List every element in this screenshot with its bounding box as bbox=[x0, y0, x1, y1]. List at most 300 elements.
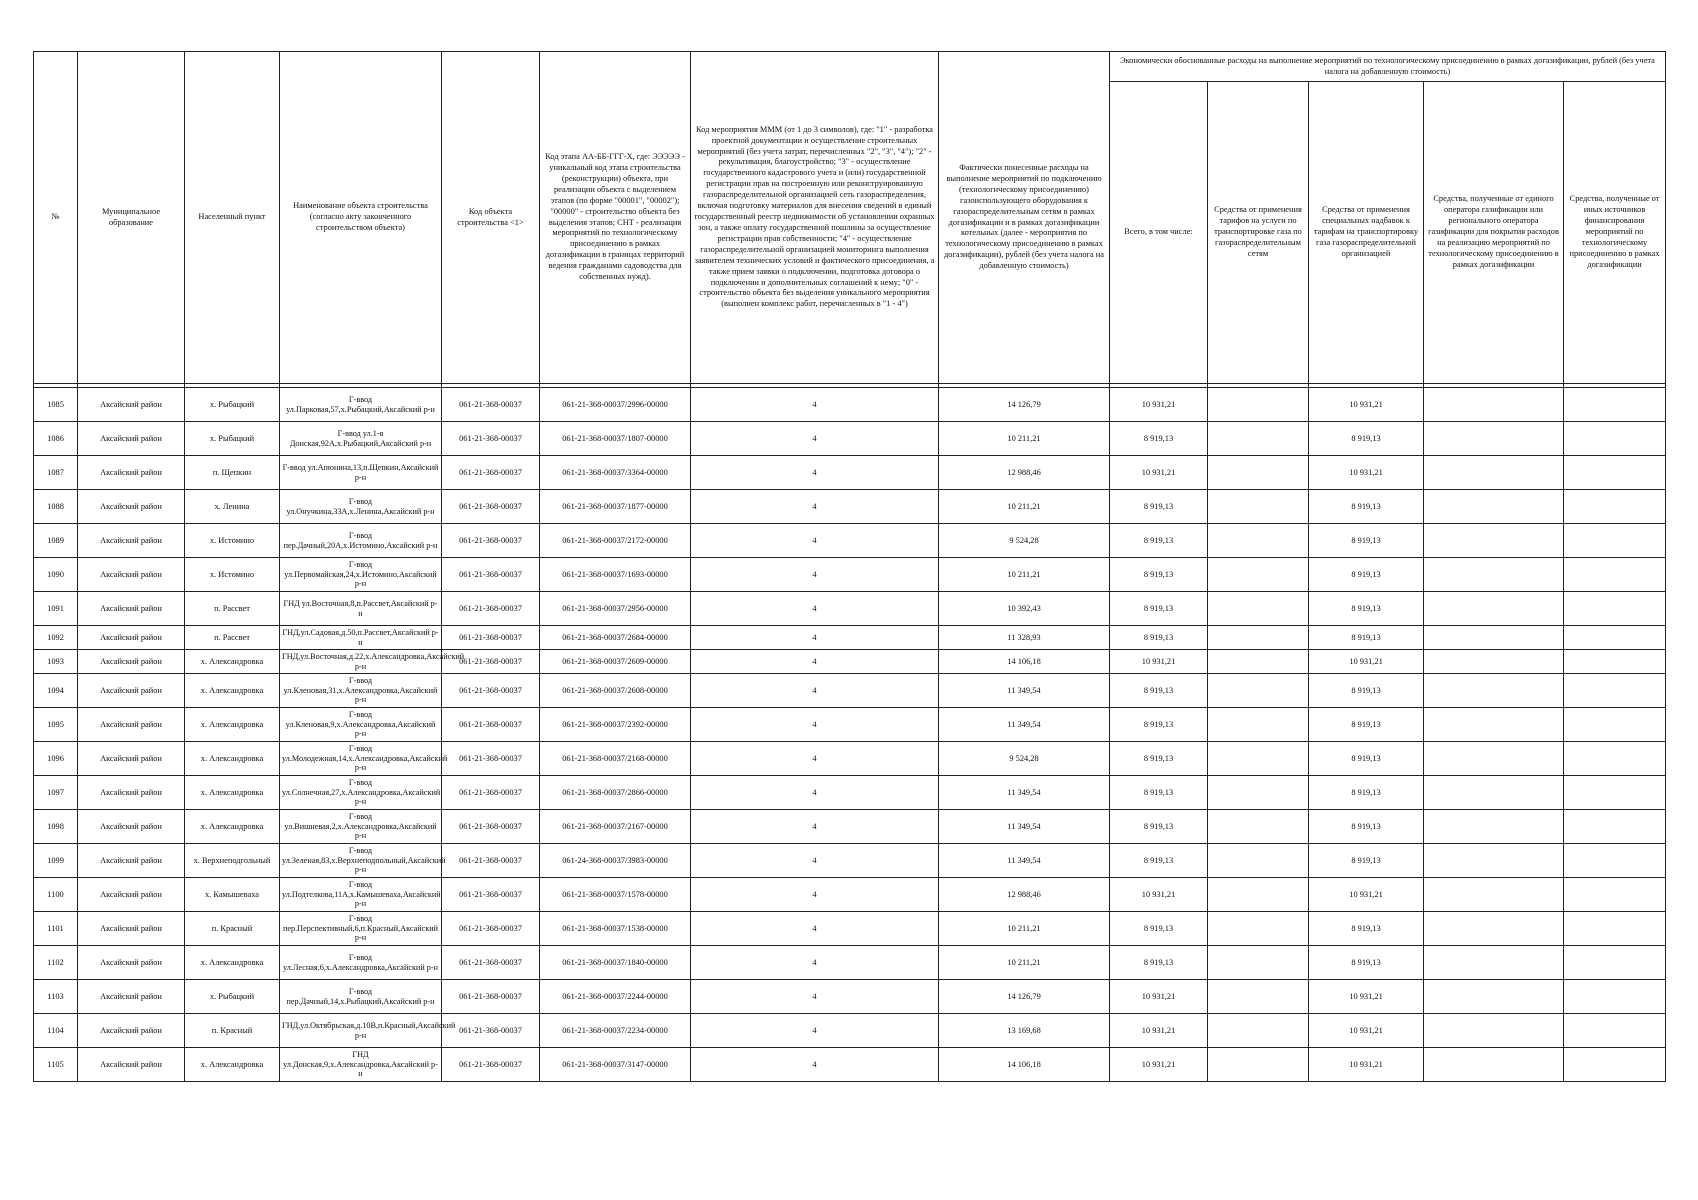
cell-settlement: х. Рыбацкий bbox=[185, 388, 280, 422]
cell-surcharges: 8 919,13 bbox=[1309, 810, 1424, 844]
cell-stage-code: 061-21-368-00037/2609-00000 bbox=[540, 650, 691, 674]
cell-operator bbox=[1424, 810, 1564, 844]
cell-surcharges: 8 919,13 bbox=[1309, 422, 1424, 456]
cell-settlement: х. Александровка bbox=[185, 776, 280, 810]
cell-municipality: Аксайский район bbox=[78, 1014, 185, 1048]
table-row bbox=[34, 674, 1666, 708]
cell-stage-code: 061-21-368-00037/3364-00000 bbox=[540, 456, 691, 490]
cell-object-code: 061-21-368-00037 bbox=[442, 592, 540, 626]
cell-settlement: п. Красный bbox=[185, 912, 280, 946]
table-row bbox=[34, 980, 1666, 1014]
cell-stage-code: 061-21-368-00037/2172-00000 bbox=[540, 524, 691, 558]
cell-total: 10 931,21 bbox=[1110, 1014, 1208, 1048]
table-row bbox=[34, 1014, 1666, 1048]
table-row bbox=[34, 422, 1666, 456]
col-header-surcharges: Средства от применения специальных надбавок к тарифам на транспортировку газа газораспределительной организацией bbox=[1309, 82, 1424, 384]
cell-other bbox=[1564, 626, 1666, 650]
cell-total: 10 931,21 bbox=[1110, 1048, 1208, 1082]
cell-object-code: 061-21-368-00037 bbox=[442, 878, 540, 912]
cell-surcharges: 10 931,21 bbox=[1309, 650, 1424, 674]
cell-total: 8 919,13 bbox=[1110, 592, 1208, 626]
cell-object-code: 061-21-368-00037 bbox=[442, 708, 540, 742]
cell-tariffs bbox=[1208, 742, 1309, 776]
table-row bbox=[34, 810, 1666, 844]
cell-stage-code: 061-21-368-00037/1877-00000 bbox=[540, 490, 691, 524]
cell-tariffs bbox=[1208, 878, 1309, 912]
cell-measure-code: 4 bbox=[691, 946, 939, 980]
cell-actual-costs: 13 169,68 bbox=[939, 1014, 1110, 1048]
cell-operator bbox=[1424, 456, 1564, 490]
cell-other bbox=[1564, 674, 1666, 708]
cell-total: 8 919,13 bbox=[1110, 776, 1208, 810]
cell-surcharges: 8 919,13 bbox=[1309, 674, 1424, 708]
cell-other bbox=[1564, 1014, 1666, 1048]
cell-num: 1103 bbox=[34, 980, 78, 1014]
cell-surcharges: 8 919,13 bbox=[1309, 524, 1424, 558]
col-header-object-name: Наименование объекта строительства (согласно акту законченного строительством объекта) bbox=[280, 52, 442, 384]
cell-municipality: Аксайский район bbox=[78, 674, 185, 708]
cell-object-code: 061-21-368-00037 bbox=[442, 626, 540, 650]
cell-other bbox=[1564, 742, 1666, 776]
cell-object-name: Г-ввод ул.Парковая,57,х.Рыбацкий,Аксайский р-н bbox=[280, 388, 442, 422]
cell-operator bbox=[1424, 650, 1564, 674]
table-row bbox=[34, 844, 1666, 878]
cell-num: 1085 bbox=[34, 388, 78, 422]
table-row bbox=[34, 626, 1666, 650]
cell-object-code: 061-21-368-00037 bbox=[442, 422, 540, 456]
cell-measure-code: 4 bbox=[691, 592, 939, 626]
cell-operator bbox=[1424, 776, 1564, 810]
cell-num: 1095 bbox=[34, 708, 78, 742]
cell-num: 1097 bbox=[34, 776, 78, 810]
cell-stage-code: 061-21-368-00037/2168-00000 bbox=[540, 742, 691, 776]
cell-surcharges: 10 931,21 bbox=[1309, 388, 1424, 422]
col-header-settlement: Населенный пункт bbox=[185, 52, 280, 384]
cell-tariffs bbox=[1208, 912, 1309, 946]
cell-operator bbox=[1424, 912, 1564, 946]
cell-operator bbox=[1424, 844, 1564, 878]
cell-stage-code: 061-21-368-00037/1840-00000 bbox=[540, 946, 691, 980]
cell-surcharges: 10 931,21 bbox=[1309, 1014, 1424, 1048]
cell-surcharges: 8 919,13 bbox=[1309, 742, 1424, 776]
cell-tariffs bbox=[1208, 674, 1309, 708]
cell-measure-code: 4 bbox=[691, 388, 939, 422]
cell-num: 1086 bbox=[34, 422, 78, 456]
cell-municipality: Аксайский район bbox=[78, 810, 185, 844]
cell-other bbox=[1564, 810, 1666, 844]
cell-object-code: 061-21-368-00037 bbox=[442, 980, 540, 1014]
cell-operator bbox=[1424, 674, 1564, 708]
cell-settlement: х. Александровка bbox=[185, 946, 280, 980]
cell-object-name: ГНД,ул.Садовая,д.50,п.Рассвет,Аксайский р-н bbox=[280, 626, 442, 650]
cell-settlement: х. Верхнеподгольный bbox=[185, 844, 280, 878]
cell-actual-costs: 10 211,21 bbox=[939, 490, 1110, 524]
table-row bbox=[34, 912, 1666, 946]
cell-stage-code: 061-24-368-00037/3983-00000 bbox=[540, 844, 691, 878]
cell-measure-code: 4 bbox=[691, 558, 939, 592]
cell-tariffs bbox=[1208, 1014, 1309, 1048]
cell-surcharges: 8 919,13 bbox=[1309, 592, 1424, 626]
cell-surcharges: 10 931,21 bbox=[1309, 1048, 1424, 1082]
cell-municipality: Аксайский район bbox=[78, 776, 185, 810]
cell-stage-code: 061-21-368-00037/3147-00000 bbox=[540, 1048, 691, 1082]
cell-object-code: 061-21-368-00037 bbox=[442, 558, 540, 592]
cell-tariffs bbox=[1208, 708, 1309, 742]
cell-settlement: х. Камышеваха bbox=[185, 878, 280, 912]
cell-total: 8 919,13 bbox=[1110, 422, 1208, 456]
cell-other bbox=[1564, 524, 1666, 558]
cell-actual-costs: 11 349,54 bbox=[939, 810, 1110, 844]
table-row bbox=[34, 650, 1666, 674]
cell-surcharges: 8 919,13 bbox=[1309, 776, 1424, 810]
cell-actual-costs: 11 349,54 bbox=[939, 844, 1110, 878]
cell-actual-costs: 10 211,21 bbox=[939, 558, 1110, 592]
cell-object-code: 061-21-368-00037 bbox=[442, 810, 540, 844]
cell-object-code: 061-21-368-00037 bbox=[442, 742, 540, 776]
cell-tariffs bbox=[1208, 844, 1309, 878]
cell-surcharges: 8 919,13 bbox=[1309, 844, 1424, 878]
cell-total: 8 919,13 bbox=[1110, 912, 1208, 946]
cell-tariffs bbox=[1208, 388, 1309, 422]
table-row bbox=[34, 592, 1666, 626]
cell-municipality: Аксайский район bbox=[78, 592, 185, 626]
cell-actual-costs: 10 211,21 bbox=[939, 422, 1110, 456]
col-header-stage-code: Код этапа АА-ББ-ГГГ-Х, где: ЭЭЭЭЭ - уникальный код этапа строительства (реконструкции) объекта, при реализации объекта с выделением этапов (по форме "00001", "00002"); "00000" - строительство объекта без выделения этапов; СНТ - реализация мероприятий по технологическому присоединению в рамках догазификации в границах территорий ведения гражданами садоводства для собственных нужд). bbox=[540, 52, 691, 384]
table-row bbox=[34, 878, 1666, 912]
cell-object-name: Г-ввод пер.Перспективный,6,п.Красный,Аксайский р-н bbox=[280, 912, 442, 946]
cell-object-code: 061-21-368-00037 bbox=[442, 524, 540, 558]
cell-settlement: п. Щепкин bbox=[185, 456, 280, 490]
cell-municipality: Аксайский район bbox=[78, 626, 185, 650]
cell-object-name: Г-ввод ул.1-я Донская,92А,х.Рыбацкий,Аксайский р-н bbox=[280, 422, 442, 456]
cell-tariffs bbox=[1208, 422, 1309, 456]
cell-object-name: Г-ввод ул.Солнечная,27,х.Александровка,Аксайский р-н bbox=[280, 776, 442, 810]
cell-other bbox=[1564, 388, 1666, 422]
table-row bbox=[34, 388, 1666, 422]
cell-municipality: Аксайский район bbox=[78, 708, 185, 742]
cell-operator bbox=[1424, 558, 1564, 592]
cell-actual-costs: 9 524,28 bbox=[939, 742, 1110, 776]
cell-operator bbox=[1424, 1014, 1564, 1048]
cell-object-code: 061-21-368-00037 bbox=[442, 674, 540, 708]
cell-other bbox=[1564, 946, 1666, 980]
cell-other bbox=[1564, 708, 1666, 742]
cell-object-name: Г-ввод ул.Кленовая,31,х.Александровка,Аксайский р-н bbox=[280, 674, 442, 708]
cell-stage-code: 061-21-368-00037/1693-00000 bbox=[540, 558, 691, 592]
cell-settlement: х. Рыбацкий bbox=[185, 980, 280, 1014]
table-row bbox=[34, 946, 1666, 980]
cell-object-name: ГНД ул.Восточная,8,п.Рассвет,Аксайский р-н bbox=[280, 592, 442, 626]
cell-total: 10 931,21 bbox=[1110, 388, 1208, 422]
cell-tariffs bbox=[1208, 626, 1309, 650]
cell-num: 1093 bbox=[34, 650, 78, 674]
cell-total: 8 919,13 bbox=[1110, 708, 1208, 742]
cell-tariffs bbox=[1208, 524, 1309, 558]
cell-stage-code: 061-21-368-00037/1807-00000 bbox=[540, 422, 691, 456]
cell-actual-costs: 14 106,18 bbox=[939, 1048, 1110, 1082]
col-header-group-economic: Экономически обоснованные расходы на выполнение мероприятий по технологическому присоединению в рамках догазификации, рублей (без учета налога на добавленную стоимость) bbox=[1110, 52, 1666, 82]
cell-num: 1099 bbox=[34, 844, 78, 878]
cell-actual-costs: 10 211,21 bbox=[939, 912, 1110, 946]
cell-total: 8 919,13 bbox=[1110, 810, 1208, 844]
cell-municipality: Аксайский район bbox=[78, 558, 185, 592]
cell-stage-code: 061-21-368-00037/2684-00000 bbox=[540, 626, 691, 650]
cell-measure-code: 4 bbox=[691, 1048, 939, 1082]
cell-surcharges: 8 919,13 bbox=[1309, 558, 1424, 592]
cell-actual-costs: 12 988,46 bbox=[939, 456, 1110, 490]
cell-object-name: Г-ввод ул.Апюнина,13,п.Щепкин,Аксайский р-н bbox=[280, 456, 442, 490]
cell-tariffs bbox=[1208, 650, 1309, 674]
cell-stage-code: 061-21-368-00037/1578-00000 bbox=[540, 878, 691, 912]
cell-measure-code: 4 bbox=[691, 708, 939, 742]
cell-settlement: х. Александровка bbox=[185, 650, 280, 674]
cell-stage-code: 061-21-368-00037/2167-00000 bbox=[540, 810, 691, 844]
cell-stage-code: 061-21-368-00037/2956-00000 bbox=[540, 592, 691, 626]
cell-municipality: Аксайский район bbox=[78, 1048, 185, 1082]
cell-settlement: х. Рыбацкий bbox=[185, 422, 280, 456]
cell-object-name: Г-ввод ул.Онучкина,33А,х.Ленина,Аксайский р-н bbox=[280, 490, 442, 524]
cell-measure-code: 4 bbox=[691, 810, 939, 844]
col-header-operator: Средства, полученные от единого оператора газификации или регионального оператора газификации для покрытия расходов на реализацию мероприятий по технологическому присоединению в рамках догазификации bbox=[1424, 82, 1564, 384]
cell-measure-code: 4 bbox=[691, 1014, 939, 1048]
cell-stage-code: 061-21-368-00037/1538-00000 bbox=[540, 912, 691, 946]
cell-settlement: х. Александровка bbox=[185, 1048, 280, 1082]
cell-measure-code: 4 bbox=[691, 776, 939, 810]
cell-municipality: Аксайский район bbox=[78, 456, 185, 490]
cell-measure-code: 4 bbox=[691, 980, 939, 1014]
cell-object-code: 061-21-368-00037 bbox=[442, 912, 540, 946]
cell-total: 8 919,13 bbox=[1110, 524, 1208, 558]
cell-actual-costs: 12 988,46 bbox=[939, 878, 1110, 912]
cell-num: 1087 bbox=[34, 456, 78, 490]
cell-measure-code: 4 bbox=[691, 422, 939, 456]
cell-surcharges: 8 919,13 bbox=[1309, 626, 1424, 650]
cell-settlement: х. Александровка bbox=[185, 810, 280, 844]
cell-surcharges: 8 919,13 bbox=[1309, 490, 1424, 524]
cell-measure-code: 4 bbox=[691, 844, 939, 878]
cell-measure-code: 4 bbox=[691, 878, 939, 912]
cell-tariffs bbox=[1208, 946, 1309, 980]
table-row bbox=[34, 776, 1666, 810]
cell-total: 10 931,21 bbox=[1110, 456, 1208, 490]
cell-object-name: Г-ввод ул.Подтелкова,11А,х.Камышеваха,Аксайский р-н bbox=[280, 878, 442, 912]
cell-measure-code: 4 bbox=[691, 912, 939, 946]
cell-measure-code: 4 bbox=[691, 524, 939, 558]
cell-total: 10 931,21 bbox=[1110, 878, 1208, 912]
cell-tariffs bbox=[1208, 456, 1309, 490]
cell-settlement: х. Ленина bbox=[185, 490, 280, 524]
cell-municipality: Аксайский район bbox=[78, 844, 185, 878]
cell-other bbox=[1564, 558, 1666, 592]
cell-total: 8 919,13 bbox=[1110, 946, 1208, 980]
col-header-tariffs: Средства от применения тарифов на услуги по транспортировке газа по газораспределительным сетям bbox=[1208, 82, 1309, 384]
cell-object-name: ГНД,ул.Восточная,д.22,х.Александровка,Аксайский р-н bbox=[280, 650, 442, 674]
cell-other bbox=[1564, 592, 1666, 626]
cell-actual-costs: 14 126,79 bbox=[939, 980, 1110, 1014]
cell-operator bbox=[1424, 490, 1564, 524]
cell-num: 1100 bbox=[34, 878, 78, 912]
cell-other bbox=[1564, 844, 1666, 878]
cell-other bbox=[1564, 776, 1666, 810]
cell-settlement: х. Истомино bbox=[185, 524, 280, 558]
cell-num: 1102 bbox=[34, 946, 78, 980]
cell-object-name: Г-ввод ул.Молодежная,14,х.Александровка,Аксайский р-н bbox=[280, 742, 442, 776]
cell-municipality: Аксайский район bbox=[78, 388, 185, 422]
cell-object-code: 061-21-368-00037 bbox=[442, 844, 540, 878]
table-row bbox=[34, 1048, 1666, 1082]
cell-actual-costs: 11 349,54 bbox=[939, 708, 1110, 742]
table-row bbox=[34, 524, 1666, 558]
cell-num: 1088 bbox=[34, 490, 78, 524]
cell-surcharges: 10 931,21 bbox=[1309, 878, 1424, 912]
cell-num: 1101 bbox=[34, 912, 78, 946]
cell-settlement: х. Александровка bbox=[185, 742, 280, 776]
cell-municipality: Аксайский район bbox=[78, 422, 185, 456]
cell-other bbox=[1564, 878, 1666, 912]
cell-object-name: Г-ввод ул.Первомайская,24,х.Истомино,Аксайский р-н bbox=[280, 558, 442, 592]
cell-num: 1089 bbox=[34, 524, 78, 558]
cell-object-code: 061-21-368-00037 bbox=[442, 650, 540, 674]
cell-other bbox=[1564, 1048, 1666, 1082]
cell-actual-costs: 11 349,54 bbox=[939, 776, 1110, 810]
cell-measure-code: 4 bbox=[691, 490, 939, 524]
table-body bbox=[34, 384, 1666, 1082]
cell-measure-code: 4 bbox=[691, 742, 939, 776]
cell-num: 1094 bbox=[34, 674, 78, 708]
cell-total: 8 919,13 bbox=[1110, 742, 1208, 776]
cell-actual-costs: 14 126,79 bbox=[939, 388, 1110, 422]
cell-municipality: Аксайский район bbox=[78, 912, 185, 946]
cell-num: 1098 bbox=[34, 810, 78, 844]
connection-costs-table bbox=[33, 51, 1666, 1082]
cell-municipality: Аксайский район bbox=[78, 946, 185, 980]
cell-actual-costs: 9 524,28 bbox=[939, 524, 1110, 558]
cell-settlement: п. Рассвет bbox=[185, 592, 280, 626]
col-header-object-code: Код объекта строительства <1> bbox=[442, 52, 540, 384]
cell-object-code: 061-21-368-00037 bbox=[442, 946, 540, 980]
cell-operator bbox=[1424, 980, 1564, 1014]
cell-operator bbox=[1424, 708, 1564, 742]
cell-tariffs bbox=[1208, 980, 1309, 1014]
cell-object-code: 061-21-368-00037 bbox=[442, 1048, 540, 1082]
cell-num: 1104 bbox=[34, 1014, 78, 1048]
cell-tariffs bbox=[1208, 592, 1309, 626]
cell-num: 1091 bbox=[34, 592, 78, 626]
cell-municipality: Аксайский район bbox=[78, 980, 185, 1014]
cell-municipality: Аксайский район bbox=[78, 878, 185, 912]
cell-actual-costs: 11 328,93 bbox=[939, 626, 1110, 650]
cell-settlement: п. Рассвет bbox=[185, 626, 280, 650]
cell-surcharges: 8 919,13 bbox=[1309, 708, 1424, 742]
cell-object-name: Г-ввод пер.Дачный,14,х.Рыбацкий,Аксайский р-н bbox=[280, 980, 442, 1014]
cell-operator bbox=[1424, 626, 1564, 650]
cell-settlement: х. Александровка bbox=[185, 708, 280, 742]
cell-stage-code: 061-21-368-00037/2866-00000 bbox=[540, 776, 691, 810]
cell-total: 8 919,13 bbox=[1110, 844, 1208, 878]
cell-tariffs bbox=[1208, 1048, 1309, 1082]
cell-num: 1105 bbox=[34, 1048, 78, 1082]
cell-object-code: 061-21-368-00037 bbox=[442, 456, 540, 490]
cell-num: 1092 bbox=[34, 626, 78, 650]
cell-actual-costs: 11 349,54 bbox=[939, 674, 1110, 708]
cell-object-name: ГНД ул.Донская,9,х.Александровка,Аксайский р-н bbox=[280, 1048, 442, 1082]
cell-stage-code: 061-21-368-00037/2234-00000 bbox=[540, 1014, 691, 1048]
cell-actual-costs: 10 211,21 bbox=[939, 946, 1110, 980]
cell-object-name: Г-ввод ул.Кленовая,9,х.Александровка,Аксайский р-н bbox=[280, 708, 442, 742]
cell-tariffs bbox=[1208, 490, 1309, 524]
cell-stage-code: 061-21-368-00037/2608-00000 bbox=[540, 674, 691, 708]
cell-municipality: Аксайский район bbox=[78, 490, 185, 524]
cell-actual-costs: 10 392,43 bbox=[939, 592, 1110, 626]
col-header-other: Средства, полученные от иных источников финансирования мероприятий по технологическому присоединению в рамках догазификации bbox=[1564, 82, 1666, 384]
cell-operator bbox=[1424, 742, 1564, 776]
cell-tariffs bbox=[1208, 776, 1309, 810]
cell-measure-code: 4 bbox=[691, 626, 939, 650]
cell-object-code: 061-21-368-00037 bbox=[442, 490, 540, 524]
cell-object-code: 061-21-368-00037 bbox=[442, 776, 540, 810]
cell-total: 10 931,21 bbox=[1110, 650, 1208, 674]
cell-surcharges: 8 919,13 bbox=[1309, 946, 1424, 980]
cell-surcharges: 10 931,21 bbox=[1309, 980, 1424, 1014]
cell-operator bbox=[1424, 946, 1564, 980]
cell-surcharges: 10 931,21 bbox=[1309, 456, 1424, 490]
cell-actual-costs: 14 106,18 bbox=[939, 650, 1110, 674]
cell-total: 8 919,13 bbox=[1110, 490, 1208, 524]
cell-other bbox=[1564, 456, 1666, 490]
cell-num: 1096 bbox=[34, 742, 78, 776]
cell-municipality: Аксайский район bbox=[78, 742, 185, 776]
cell-object-name: Г-ввод ул.Зеленая,83,х.Верхнеподпольный,Аксайский р-н bbox=[280, 844, 442, 878]
cell-total: 8 919,13 bbox=[1110, 674, 1208, 708]
cell-operator bbox=[1424, 1048, 1564, 1082]
cell-other bbox=[1564, 980, 1666, 1014]
cell-measure-code: 4 bbox=[691, 674, 939, 708]
table-row bbox=[34, 708, 1666, 742]
cell-total: 10 931,21 bbox=[1110, 980, 1208, 1014]
col-header-actual-costs: Фактически понесенные расходы на выполнение мероприятий по подключению (технологическому присоединению) газоиспользующего оборудования к газораспределительным сетям в рамках догазификации и в рамках догазификации котельных (далее - мероприятия по технологическому присоединению в рамках догазификации), рублей (без учета налога на добавленную стоимость) bbox=[939, 52, 1110, 384]
cell-object-name: Г-ввод пер.Дачный,20А,х.Истомино,Аксайский р-н bbox=[280, 524, 442, 558]
cell-object-name: Г-ввод ул.Лесная,6,х.Александровка,Аксайский р-н bbox=[280, 946, 442, 980]
cell-num: 1090 bbox=[34, 558, 78, 592]
report-sheet bbox=[33, 51, 1665, 1082]
col-header-municipality: Муниципальное образование bbox=[78, 52, 185, 384]
cell-stage-code: 061-21-368-00037/2996-00000 bbox=[540, 388, 691, 422]
cell-operator bbox=[1424, 388, 1564, 422]
cell-operator bbox=[1424, 524, 1564, 558]
header-row-top bbox=[34, 52, 1666, 82]
cell-object-name: Г-ввод ул.Вишневая,2,х.Александровка,Аксайский р-н bbox=[280, 810, 442, 844]
cell-other bbox=[1564, 912, 1666, 946]
cell-total: 8 919,13 bbox=[1110, 626, 1208, 650]
cell-other bbox=[1564, 422, 1666, 456]
cell-municipality: Аксайский район bbox=[78, 524, 185, 558]
table-row bbox=[34, 558, 1666, 592]
cell-total: 8 919,13 bbox=[1110, 558, 1208, 592]
cell-municipality: Аксайский район bbox=[78, 650, 185, 674]
cell-other bbox=[1564, 490, 1666, 524]
cell-tariffs bbox=[1208, 810, 1309, 844]
cell-object-code: 061-21-368-00037 bbox=[442, 1014, 540, 1048]
table-row bbox=[34, 742, 1666, 776]
col-header-num: № bbox=[34, 52, 78, 384]
table-row bbox=[34, 456, 1666, 490]
col-header-measure-code: Код мероприятия МММ (от 1 до 3 символов), где: "1" - разработка проектной документации и осуществление строительных мероприятий (без учета затрат, перечисленных "2", "3", "4"); "2" - рекультивация, благоустройство; "3" - осуществление государственного кадастрового учета и (или) государственной регистрации прав на построенную или реконструированную газораспределительной организацией сеть газораспределения, включая подготовку материалов для внесения сведений в единый государственный реестр недвижимости об установлении охранных зон, а также оплату государственной пошлины за осуществление регистрации прав собственности; "4" - осуществление газораспределительной организацией мониторинга выполнения заявителем технических условий и фактического присоединения, а также прием заявки о подключении, подготовка договора о подключении и дополнительных соглашений к нему; "0" - строительство объекта без выделения уникального мероприятия (выполнен комплекс работ, перечисленных в "1 - 4") bbox=[691, 52, 939, 384]
cell-settlement: х. Александровка bbox=[185, 674, 280, 708]
cell-operator bbox=[1424, 878, 1564, 912]
cell-tariffs bbox=[1208, 558, 1309, 592]
cell-measure-code: 4 bbox=[691, 650, 939, 674]
cell-settlement: п. Красный bbox=[185, 1014, 280, 1048]
